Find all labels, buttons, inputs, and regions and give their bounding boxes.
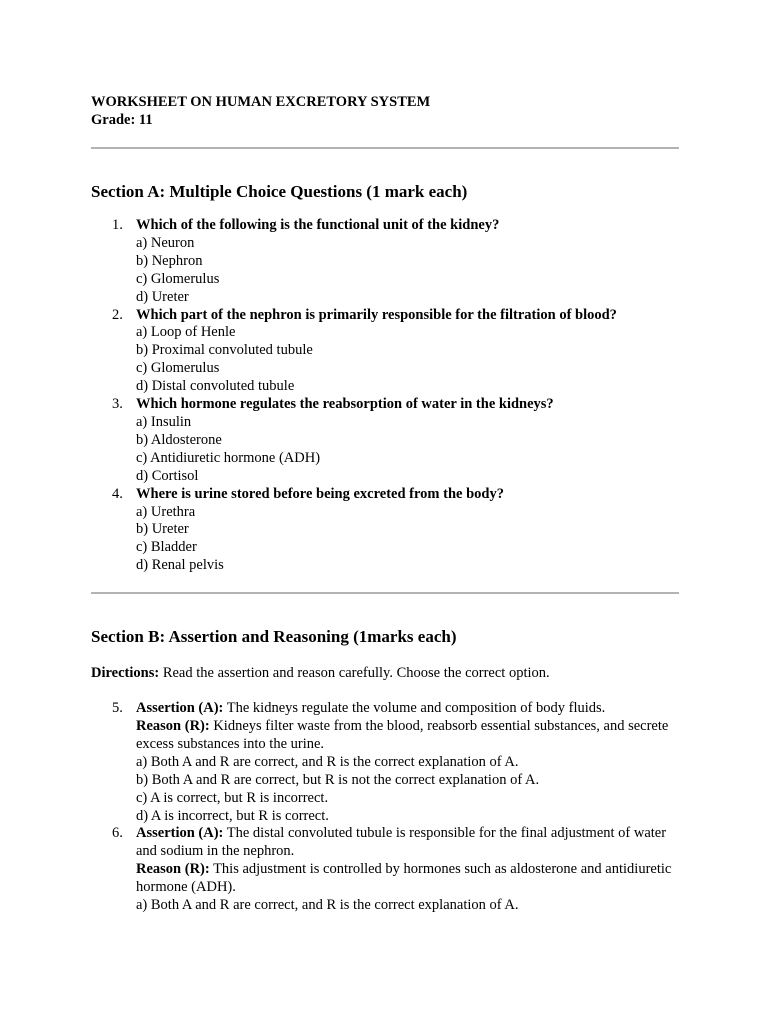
assertion-label: Assertion (A): xyxy=(136,825,224,842)
reason-text: Kidneys filter waste from the blood, reabsorb essential substances, and secrete excess substances into the urine. xyxy=(136,718,669,752)
question-number: 4. xyxy=(112,485,123,502)
option-a: a) Loop of Henle xyxy=(136,324,236,341)
assertion-text: The kidneys regulate the volume and composition of body fluids. xyxy=(223,700,606,717)
question-6 xyxy=(91,825,679,915)
question-text: Which of the following is the functional unit of the kidney? xyxy=(136,217,500,233)
question-number: 2. xyxy=(112,306,123,323)
worksheet-title: WORKSHEET ON HUMAN EXCRETORY SYSTEM xyxy=(91,94,431,110)
grade-label: Grade: 11 xyxy=(91,112,153,128)
divider xyxy=(91,147,679,149)
option-a: a) Both A and R are correct, and R is the correct explanation of A. xyxy=(136,753,519,770)
option-b: b) Aldosterone xyxy=(136,431,222,448)
question-text: Which part of the nephron is primarily responsible for the filtration of blood? xyxy=(136,306,617,323)
question-text: Where is urine stored before being excreted from the body? xyxy=(136,485,504,502)
option-c: c) Glomerulus xyxy=(136,270,220,287)
section-b-title: Section B: Assertion and Reasoning (1marks each) xyxy=(91,627,457,647)
option-b: b) Both A and R are correct, but R is not the correct explanation of A. xyxy=(136,771,540,788)
reason-label: Reason (R): xyxy=(136,861,210,878)
divider xyxy=(91,592,679,594)
question-1 xyxy=(91,217,679,307)
option-d: d) Cortisol xyxy=(136,467,199,484)
assertion-text: The distal convoluted tubule is responsible for the final adjustment of water and sodium in the nephron. xyxy=(136,825,667,860)
question-number: 1. xyxy=(112,217,123,233)
option-c: c) Glomerulus xyxy=(136,360,220,377)
option-c: c) A is correct, but R is incorrect. xyxy=(136,789,329,806)
option-d: d) A is incorrect, but R is correct. xyxy=(136,807,329,824)
question-2 xyxy=(91,307,679,397)
assertion-list xyxy=(91,700,679,915)
question-4 xyxy=(91,486,679,576)
option-a: a) Neuron xyxy=(136,234,195,251)
option-b: b) Ureter xyxy=(136,521,189,538)
directions-text: Read the assertion and reason carefully. Choose the correct option. xyxy=(159,665,550,682)
option-d: d) Distal convoluted tubule xyxy=(136,378,295,395)
option-a: a) Both A and R are correct, and R is the correct explanation of A. xyxy=(136,897,519,914)
assertion-label: Assertion (A): xyxy=(136,700,224,717)
option-b: b) Nephron xyxy=(136,252,203,269)
option-a: a) Insulin xyxy=(136,413,192,430)
question-number: 3. xyxy=(112,396,123,413)
section-a-title: Section A: Multiple Choice Questions (1 mark each) xyxy=(91,182,468,201)
directions xyxy=(91,664,679,682)
question-5 xyxy=(91,700,679,825)
reason-label: Reason (R): xyxy=(136,718,210,735)
option-c: c) Bladder xyxy=(136,539,197,556)
option-a: a) Urethra xyxy=(136,503,196,520)
directions-label: Directions: xyxy=(91,665,160,682)
worksheet-page xyxy=(91,93,679,915)
option-d: d) Renal pelvis xyxy=(136,557,224,574)
option-c: c) Antidiuretic hormone (ADH) xyxy=(136,449,321,466)
reason-text: This adjustment is controlled by hormones such as aldosterone and antidiuretic hormone (ADH). xyxy=(136,861,672,896)
question-text: Which hormone regulates the reabsorption of water in the kidneys? xyxy=(136,396,554,413)
option-d: d) Ureter xyxy=(136,288,189,305)
question-3 xyxy=(91,396,679,486)
option-b: b) Proximal convoluted tubule xyxy=(136,342,313,359)
question-number: 6. xyxy=(112,825,123,842)
mcq-list xyxy=(91,217,679,575)
question-number: 5. xyxy=(112,700,123,717)
